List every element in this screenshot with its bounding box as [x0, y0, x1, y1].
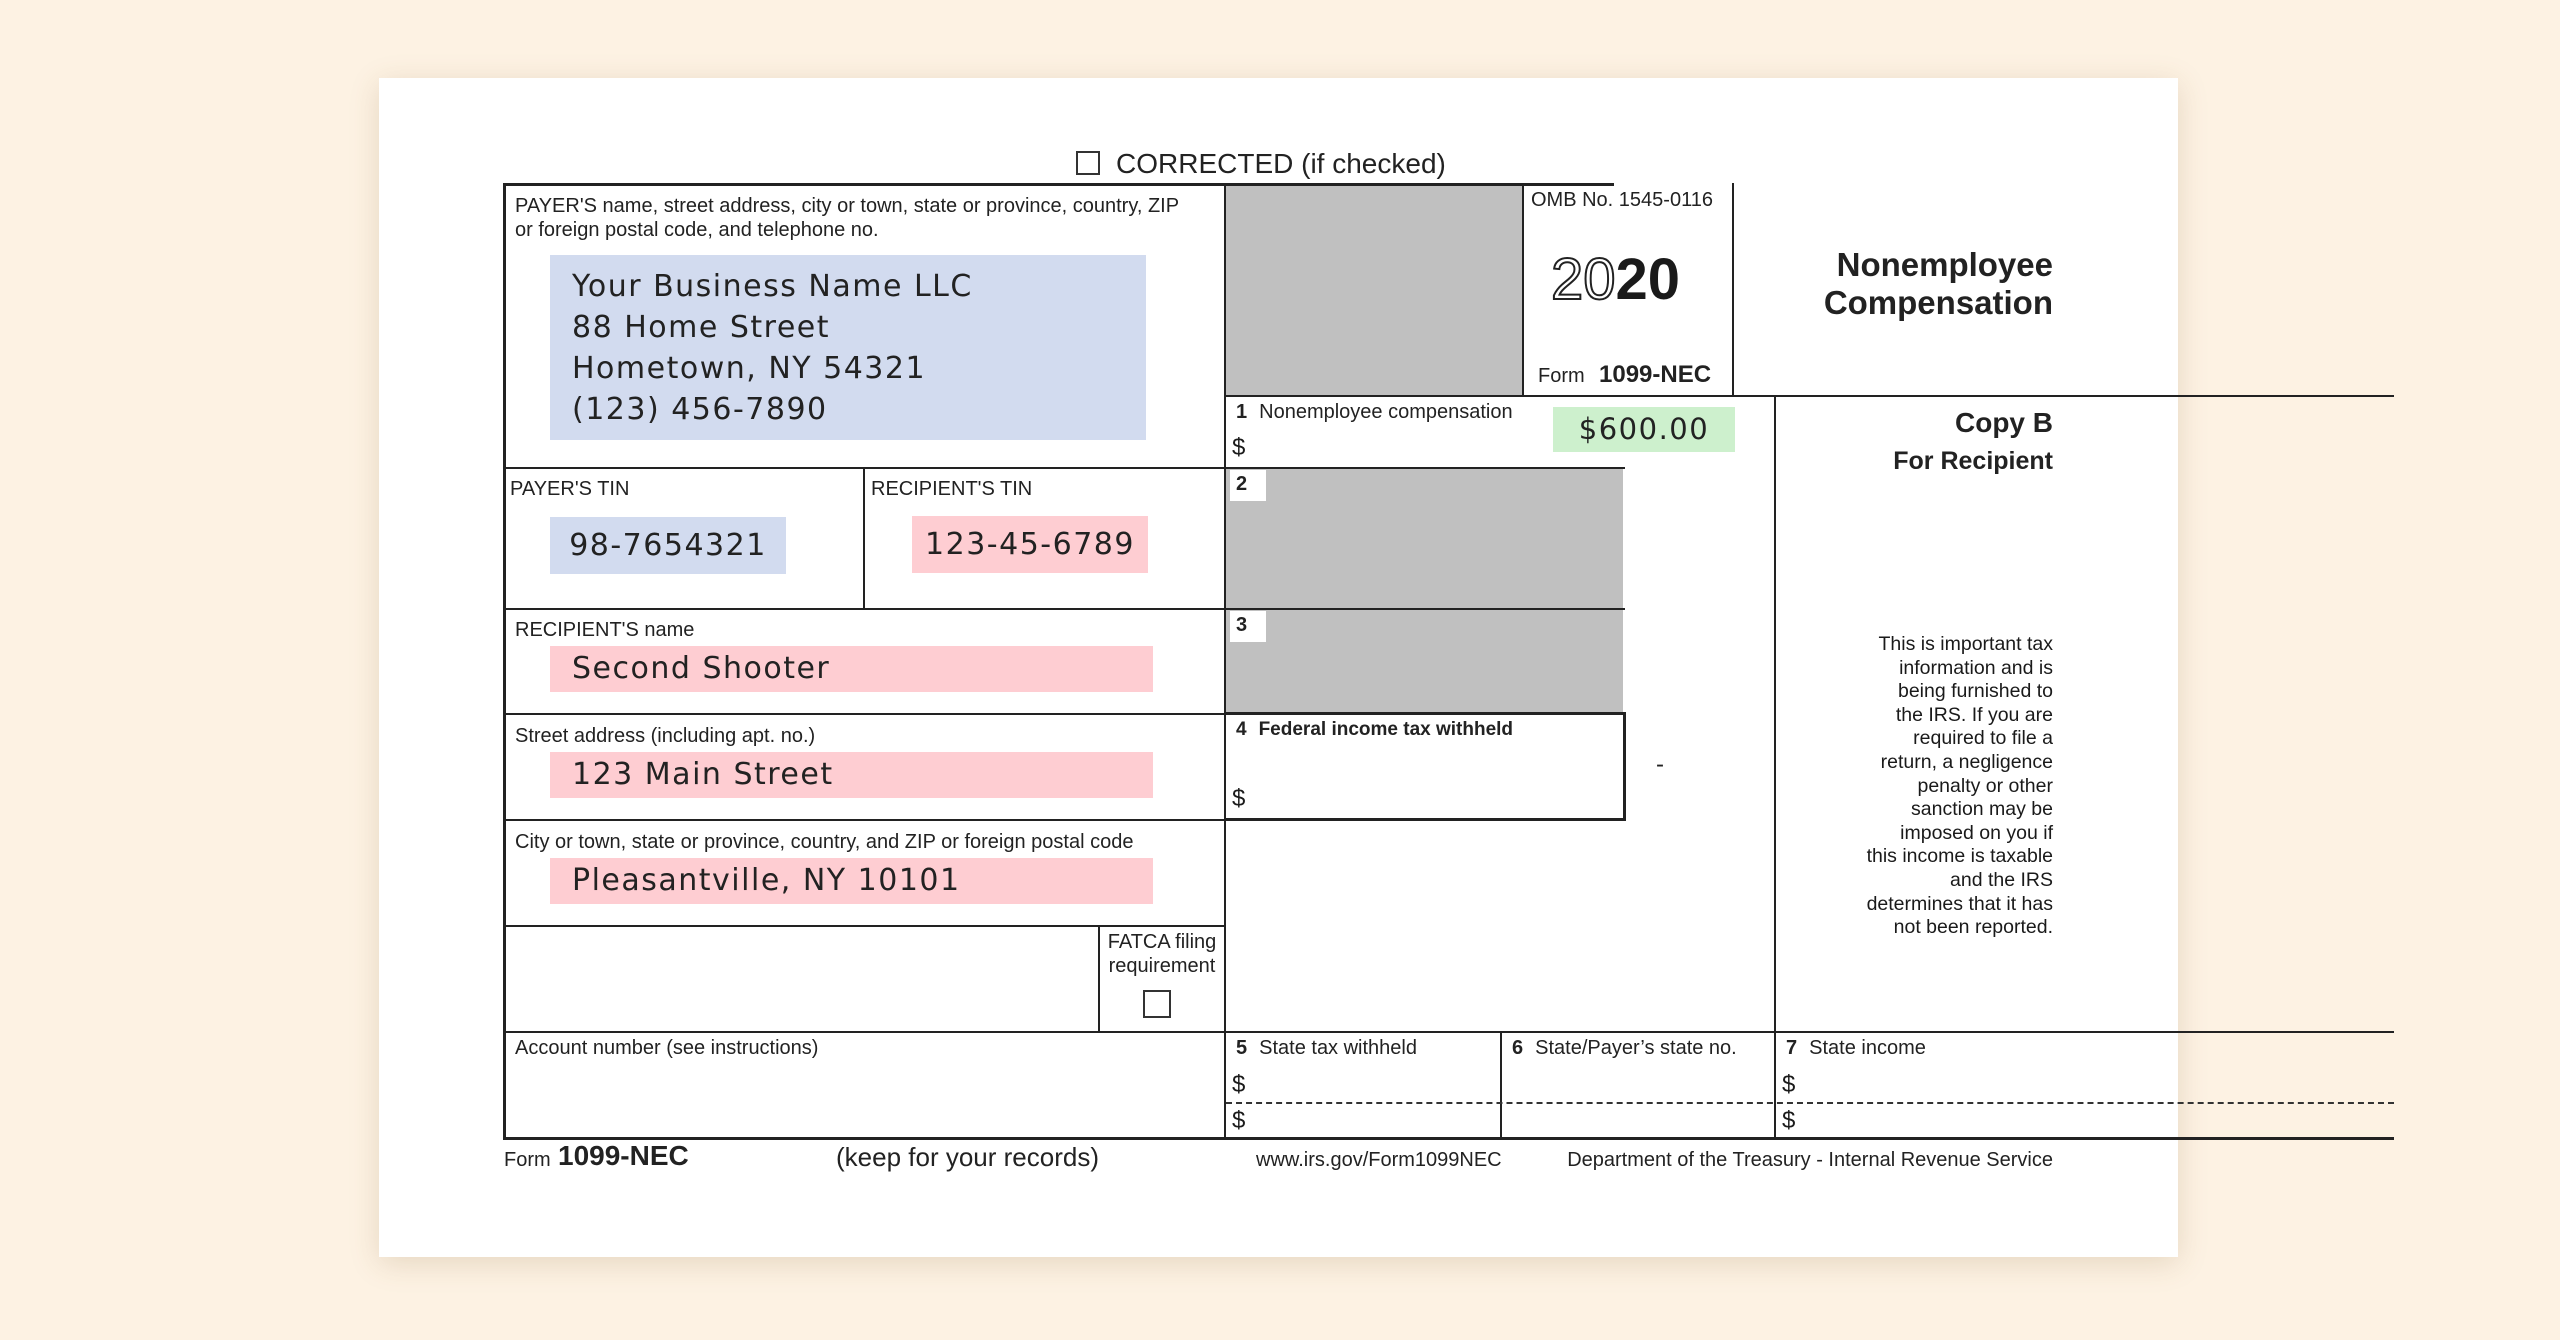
box3-number: 3 [1236, 614, 1248, 636]
footer-form-code: 1099-NEC [558, 1140, 689, 1171]
box4-label [1236, 718, 1513, 742]
payer-label-cont: or foreign postal code, and telephone no. [515, 219, 879, 241]
recipient-name-label: RECIPIENT'S name [515, 619, 695, 641]
notice-line: return, a negligence [1880, 750, 2053, 773]
notice-line: determines that it has [1866, 892, 2053, 915]
fatca-label-line2: requirement [1108, 955, 1216, 977]
footer-url: www.irs.gov/Form1099NEC [1256, 1149, 1502, 1171]
rule [1774, 395, 1776, 1138]
box6-text: State/Payer’s state no. [1535, 1037, 1737, 1059]
notice-line: this income is taxable [1866, 845, 2053, 868]
footer-dept: Department of the Treasury - Internal Revenue Service [1567, 1149, 2053, 1171]
notice-line: penalty or other [1917, 774, 2053, 797]
box1-dollar: $ [1232, 434, 1246, 461]
recipient-street: 123 Main Street [572, 757, 834, 792]
tax-year-bold: 20 [1615, 247, 1681, 312]
recipient-name: Second Shooter [572, 651, 831, 686]
payer-city: Hometown, NY 54321 [572, 351, 927, 386]
box3-shaded [1226, 608, 1623, 713]
account-number-label: Account number (see instructions) [515, 1037, 819, 1059]
box7-dollar-row2: $ [1782, 1107, 1796, 1134]
recipient-tin-label: RECIPIENT'S TIN [871, 478, 1033, 500]
rule [503, 183, 1614, 186]
box1-number: 1 [1236, 401, 1248, 423]
notice-line: not been reported. [1893, 916, 2053, 939]
tax-year [1551, 248, 1680, 312]
payer-phone: (123) 456-7890 [572, 392, 828, 427]
payer-label: PAYER'S name, street address, city or town, state or province, country, ZIP [515, 195, 1180, 217]
rule [1224, 183, 1226, 1140]
box4-text: Federal income tax withheld [1258, 719, 1514, 740]
box1-text: Nonemployee compensation [1259, 401, 1513, 423]
rule [503, 1031, 2394, 1033]
box1-amount: $600.00 [1578, 412, 1710, 446]
rule [503, 925, 1224, 927]
payer-name: Your Business Name LLC [572, 269, 973, 304]
notice-line: This is important tax [1878, 633, 2053, 655]
notice-line: required to file a [1913, 727, 2053, 750]
notice-line: imposed on you if [1900, 821, 2053, 844]
notice-line: information and is [1899, 656, 2053, 679]
copy-for: For Recipient [1893, 447, 2053, 475]
box1-label [1236, 400, 1513, 424]
payer-street: 88 Home Street [572, 310, 830, 345]
shaded-area-top [1226, 185, 1523, 395]
street-label: Street address (including apt. no.) [515, 725, 816, 747]
box5-dollar-row1: $ [1232, 1071, 1246, 1098]
notice-line: being furnished to [1897, 680, 2053, 703]
box7-text: State income [1809, 1037, 1926, 1059]
rule [503, 819, 1224, 821]
payer-tin-label: PAYER'S TIN [510, 478, 630, 500]
box5-text: State tax withheld [1259, 1037, 1417, 1059]
box7-label [1786, 1036, 1926, 1060]
rule [863, 467, 865, 608]
notice-text [1813, 633, 2053, 940]
recipient-tin: 123-45-6789 [925, 527, 1135, 562]
rule [503, 608, 1625, 610]
rule [1522, 183, 1524, 395]
recipient-city: Pleasantville, NY 10101 [572, 863, 961, 898]
box4-amount[interactable]: - [1656, 751, 1664, 778]
city-label: City or town, state or province, country, and ZIP or foreign postal code [515, 831, 1134, 853]
box2-number: 2 [1236, 473, 1248, 495]
rule [1224, 712, 1625, 715]
notice-line: sanction may be [1911, 798, 2053, 821]
fatca-checkbox[interactable] [1143, 990, 1171, 1018]
tax-year-light: 20 [1551, 247, 1616, 312]
box4-dollar: $ [1232, 785, 1246, 812]
footer-form-word: Form [504, 1149, 551, 1171]
box5-label [1236, 1036, 1417, 1060]
notice-line: and the IRS [1950, 868, 2053, 891]
form-title-line2: Compensation [1823, 284, 2053, 321]
box7-dollar-row1: $ [1782, 1071, 1796, 1098]
rule [503, 1137, 2394, 1140]
form-title-line1: Nonemployee [1836, 246, 2053, 283]
rule [1224, 395, 2394, 397]
rule [503, 183, 506, 1140]
rule [1500, 1031, 1502, 1138]
copy-label: Copy B [1955, 407, 2053, 438]
rule [503, 467, 1625, 469]
corrected-checkbox[interactable] [1076, 151, 1100, 175]
corrected-label: CORRECTED (if checked) [1116, 148, 1446, 179]
box6-label [1512, 1036, 1737, 1060]
rule [1224, 818, 1625, 821]
rule [1623, 712, 1626, 821]
fatca-label-line1: FATCA filing [1107, 931, 1217, 953]
rule [1732, 183, 1734, 395]
payer-tin: 98-7654321 [569, 528, 767, 563]
omb-number: OMB No. 1545-0116 [1531, 189, 1713, 211]
box5-dollar-row2: $ [1232, 1107, 1246, 1134]
notice-line: the IRS. If you are [1895, 703, 2053, 726]
rule [503, 713, 1224, 715]
box4-number: 4 [1236, 719, 1247, 740]
form-code: 1099-NEC [1599, 361, 1712, 388]
box7-number: 7 [1786, 1037, 1798, 1059]
form-1099-nec [379, 78, 2178, 1257]
state-row-divider [1226, 1102, 2394, 1104]
box5-number: 5 [1236, 1037, 1248, 1059]
box6-number: 6 [1512, 1037, 1524, 1059]
box2-shaded [1226, 467, 1623, 608]
form-word: Form [1538, 365, 1585, 387]
footer-keep: (keep for your records) [836, 1142, 1099, 1172]
